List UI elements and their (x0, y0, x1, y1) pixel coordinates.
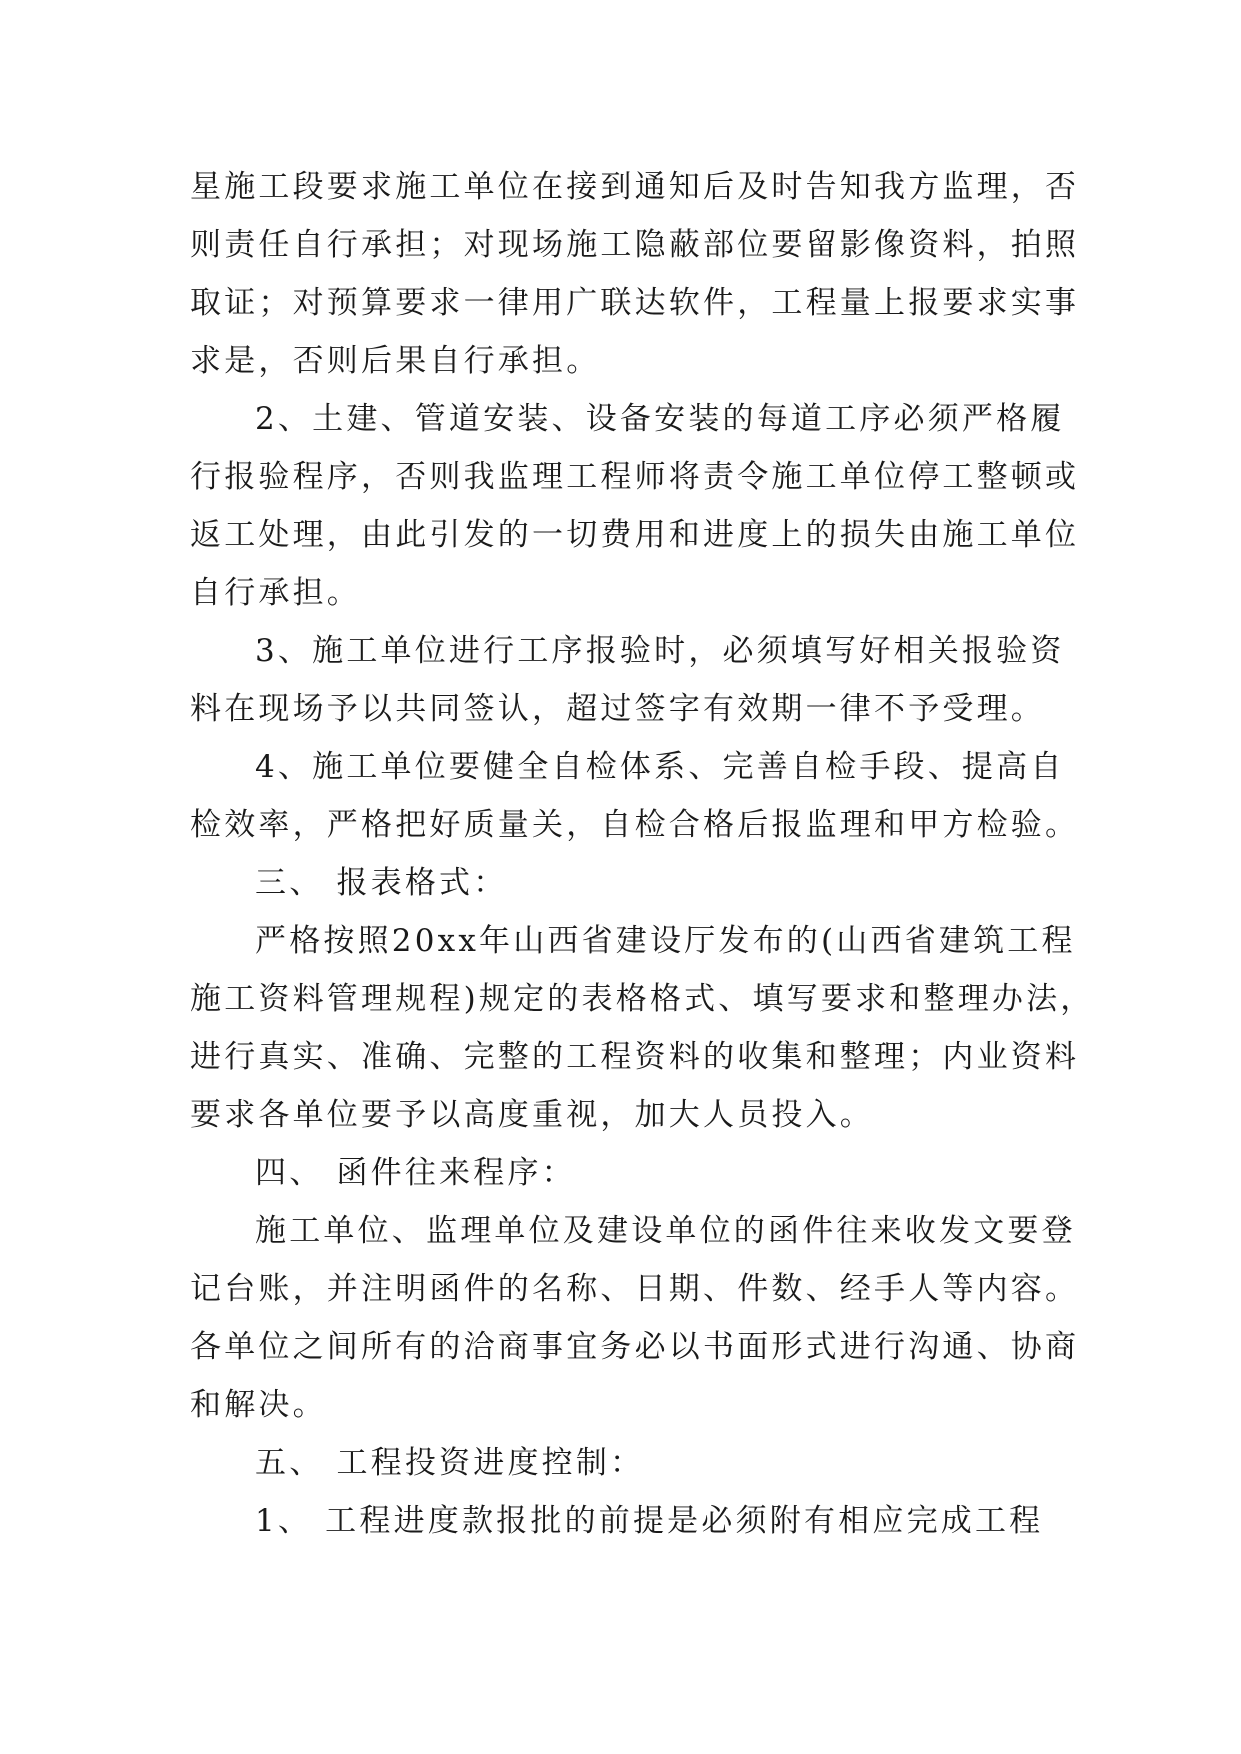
list-item-2-line: 行报验程序，否则我监理工程师将责令施工单位停工整顿或 (190, 459, 1080, 495)
list-item-4-line: 检效率，严格把好质量关，自检合格后报监理和甲方检验。 (190, 807, 1080, 843)
section-heading-report-format: 三、 报表格式： (255, 865, 508, 901)
section-heading-correspondence: 四、 函件往来程序： (255, 1155, 576, 1191)
list-item-4-line: 4、施工单位要健全自检体系、完善自检手段、提高自 (255, 749, 1065, 785)
list-item-2-line: 自行承担。 (190, 575, 361, 611)
list-item-3-line: 3、施工单位进行工序报验时，必须填写好相关报验资 (255, 633, 1065, 669)
correspondence-line: 施工单位、监理单位及建设单位的函件往来收发文要登 (255, 1213, 1076, 1249)
paragraph-line: 取证；对预算要求一律用广联达软件，工程量上报要求实事 (190, 285, 1080, 321)
report-format-line: 严格按照20xx年山西省建设厅发布的(山西省建筑工程 (255, 923, 1076, 959)
report-format-line: 施工资料管理规程)规定的表格格式、填写要求和整理办法， (190, 981, 1095, 1017)
correspondence-line: 和解决。 (190, 1387, 327, 1423)
correspondence-line: 记台账，并注明函件的名称、日期、件数、经手人等内容。 (190, 1271, 1080, 1307)
list-item-2-line: 返工处理，由此引发的一切费用和进度上的损失由施工单位 (190, 517, 1080, 553)
document-body (190, 158, 1095, 1550)
correspondence-line: 各单位之间所有的洽商事宜务必以书面形式进行沟通、协商 (190, 1329, 1080, 1365)
paragraph-line: 星施工段要求施工单位在接到通知后及时告知我方监理，否 (190, 169, 1080, 205)
list-item-5-1-line: 1、 工程进度款报批的前提是必须附有相应完成工程 (255, 1503, 1044, 1539)
list-item-3-line: 料在现场予以共同签认，超过签字有效期一律不予受理。 (190, 691, 1045, 727)
section-heading-investment-control: 五、 工程投资进度控制： (255, 1445, 645, 1481)
list-item-2-line: 2、土建、管道安装、设备安装的每道工序必须严格履 (255, 401, 1065, 437)
paragraph-line: 求是，否则后果自行承担。 (190, 343, 601, 379)
report-format-line: 要求各单位要予以高度重视，加大人员投入。 (190, 1097, 874, 1133)
paragraph-line: 则责任自行承担；对现场施工隐蔽部位要留影像资料，拍照 (190, 227, 1080, 263)
report-format-line: 进行真实、准确、完整的工程资料的收集和整理；内业资料 (190, 1039, 1080, 1075)
